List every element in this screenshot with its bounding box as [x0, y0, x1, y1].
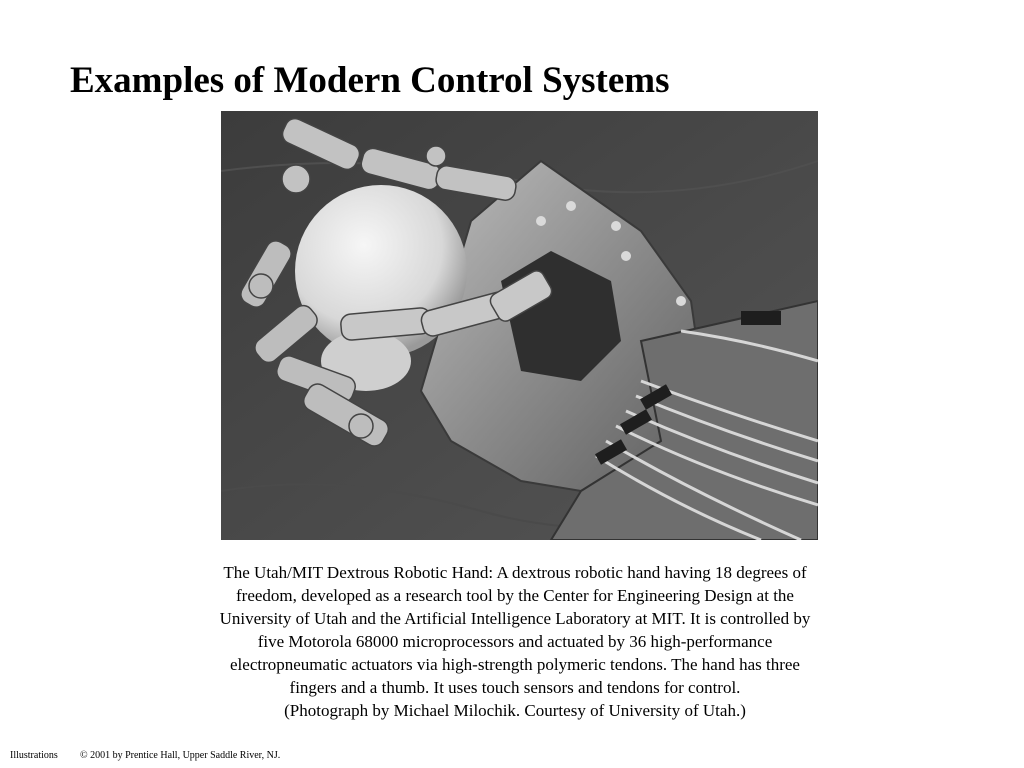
- slide-title: Examples of Modern Control Systems: [70, 60, 670, 101]
- caption-credit: (Photograph by Michael Milochik. Courtesy of University of Utah.): [284, 701, 746, 720]
- footer-label: Illustrations: [10, 750, 58, 761]
- caption-line: electropneumatic actuators via high-strength polymeric tendons. The hand has three: [230, 655, 800, 674]
- caption-line: The Utah/MIT Dextrous Robotic Hand: A dextrous robotic hand having 18 degrees of: [223, 563, 807, 582]
- caption-line: University of Utah and the Artificial Intelligence Laboratory at MIT. It is controlled by: [219, 609, 811, 628]
- caption-line: freedom, developed as a research tool by the Center for Engineering Design at the: [236, 586, 794, 605]
- caption-line: five Motorola 68000 microprocessors and actuated by 36 high-performance: [257, 632, 773, 651]
- footer-copyright: © 2001 by Prentice Hall, Upper Saddle River, NJ.: [80, 750, 281, 761]
- photo-caption: [170, 561, 860, 722]
- caption-line: fingers and a thumb. It uses touch sensors and tendons for control.: [289, 678, 741, 697]
- robotic-hand-illustration: [221, 111, 818, 540]
- robotic-hand-photo: [221, 111, 818, 540]
